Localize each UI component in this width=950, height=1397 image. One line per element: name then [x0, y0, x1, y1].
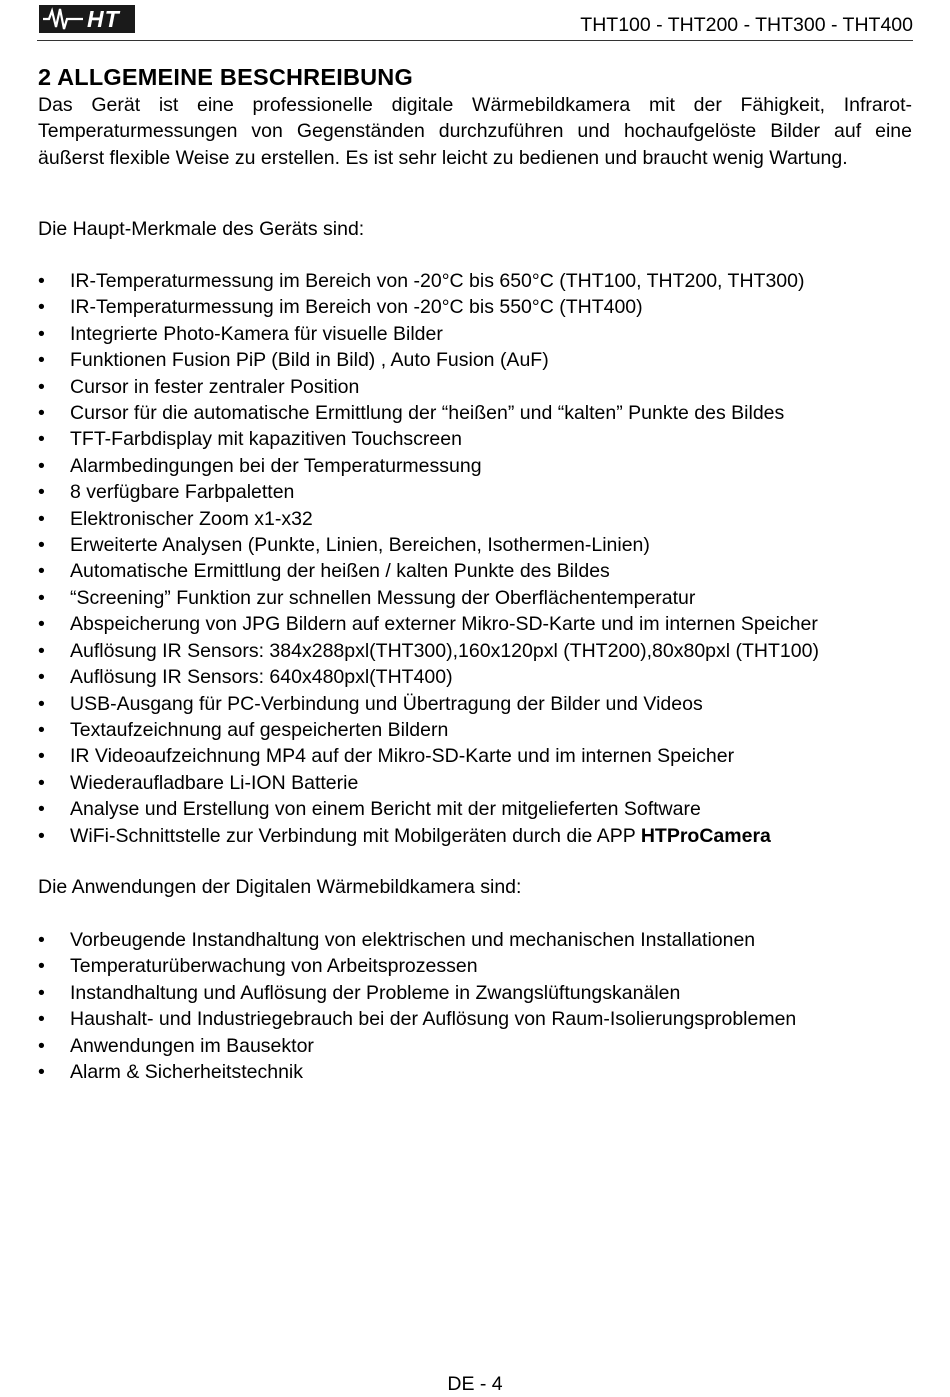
feature-text: WiFi-Schnittstelle zur Verbindung mit Mobilgeräten durch die APP [70, 824, 641, 847]
application-text: Vorbeugende Instandhaltung von elektrischen und mechanischen Installationen [70, 929, 756, 951]
bullet-icon: • [38, 955, 45, 978]
feature-item [38, 347, 819, 373]
feature-text: Elektronischer Zoom x1-x32 [70, 507, 313, 530]
feature-item [38, 743, 819, 769]
bullet-icon: • [38, 798, 45, 821]
bullet-icon: • [38, 692, 45, 715]
feature-text: USB-Ausgang für PC-Verbindung und Übertragung der Bilder und Videos [70, 692, 703, 715]
bullet-icon: • [38, 560, 45, 583]
feature-item [38, 558, 819, 584]
bullet-icon: • [38, 1061, 45, 1084]
logo-text: HT [87, 6, 120, 32]
bullet-icon: • [38, 534, 45, 557]
bullet-icon: • [38, 1008, 45, 1031]
feature-item [38, 691, 819, 717]
app-name: HTProCamera [640, 824, 771, 847]
page-header [37, 0, 913, 41]
bullet-icon: • [38, 718, 45, 741]
application-text: Haushalt- und Industriegebrauch bei der Auflösung von Raum-Isolierungsproblemen [70, 1008, 797, 1031]
bullet-icon: • [38, 586, 45, 609]
application-text: Temperaturüberwachung von Arbeitsprozessen [70, 955, 478, 978]
bullet-icon: • [38, 481, 45, 504]
feature-text: Cursor in fester zentraler Position [70, 375, 360, 398]
features-list [38, 268, 819, 849]
intro-paragraph: Das Gerät ist eine professionelle digitale Wärmebildkamera mit der Fähigkeit, Infrarot-Temperaturmessungen von Gegenständen durchzuführen und hochaufgelöste Bilder auf eine äußerst flexible Weise zu erstellen. Es ist sehr leicht zu bedienen und braucht wenig Wartung. [38, 94, 912, 169]
feature-item [38, 532, 819, 558]
bullet-icon: • [38, 428, 45, 451]
feature-item [38, 374, 819, 400]
application-item [38, 1033, 796, 1059]
bullet-icon: • [38, 981, 45, 1004]
feature-item [38, 426, 819, 452]
feature-item [38, 664, 819, 690]
bullet-icon: • [38, 745, 45, 768]
feature-text: Cursor für die automatische Ermittlung der “heißen” und “kalten” Punkte des Bildes [70, 402, 785, 425]
bullet-icon: • [38, 613, 45, 636]
application-item [38, 953, 796, 979]
feature-item [38, 717, 819, 743]
bullet-icon: • [38, 270, 45, 292]
page-number: DE - 4 [447, 1373, 503, 1395]
feature-text: Auflösung IR Sensors: 640x480pxl(THT400) [70, 666, 453, 689]
feature-text: IR Videoaufzeichnung MP4 auf der Mikro-SD-Karte und im internen Speicher [70, 745, 735, 768]
feature-text: IR-Temperaturmessung im Bereich von -20°C bis 650°C (THT100, THT200, THT300) [70, 270, 805, 292]
feature-item [38, 823, 819, 849]
feature-text: “Screening” Funktion zur schnellen Messung der Oberflächentemperatur [70, 586, 696, 609]
feature-item [38, 294, 819, 320]
bullet-icon: • [38, 349, 45, 372]
application-item [38, 980, 796, 1006]
application-text: Instandhaltung und Auflösung der Probleme in Zwangslüftungskanälen [70, 981, 681, 1004]
applications-lead: Die Anwendungen der Digitalen Wärmebildkamera sind: [38, 876, 522, 898]
feature-item [38, 400, 819, 426]
bullet-icon: • [38, 375, 45, 398]
bullet-icon: • [38, 929, 45, 951]
feature-item [38, 321, 819, 347]
feature-text: TFT-Farbdisplay mit kapazitiven Touchscreen [70, 428, 462, 451]
feature-text: Integrierte Photo-Kamera für visuelle Bilder [70, 322, 443, 345]
bullet-icon: • [38, 639, 45, 662]
feature-text: Abspeicherung von JPG Bildern auf externer Mikro-SD-Karte und im internen Speicher [70, 613, 818, 636]
feature-item [38, 796, 819, 822]
bullet-icon: • [38, 507, 45, 530]
feature-text: Automatische Ermittlung der heißen / kalten Punkte des Bildes [70, 560, 610, 583]
application-item [38, 1006, 796, 1032]
application-item [38, 1059, 796, 1085]
feature-text: Alarmbedingungen bei der Temperaturmessung [70, 454, 482, 477]
application-text: Alarm & Sicherheitstechnik [70, 1061, 304, 1084]
feature-item [38, 453, 819, 479]
feature-item [38, 638, 819, 664]
feature-text: Funktionen Fusion PiP (Bild in Bild) , Auto Fusion (AuF) [70, 349, 549, 372]
feature-text: Wiederaufladbare Li-ION Batterie [70, 771, 359, 794]
feature-text: Textaufzeichnung auf gespeicherten Bildern [70, 718, 449, 741]
feature-item [38, 611, 819, 637]
feature-item [38, 479, 819, 505]
application-text: Anwendungen im Bausektor [70, 1034, 314, 1057]
applications-list [38, 927, 796, 1085]
bullet-icon: • [38, 454, 45, 477]
bullet-icon: • [38, 824, 45, 847]
feature-text: 8 verfügbare Farbpaletten [70, 481, 295, 504]
bullet-icon: • [38, 1034, 45, 1057]
feature-item [38, 585, 819, 611]
bullet-icon: • [38, 322, 45, 345]
features-lead: Die Haupt-Merkmale des Geräts sind: [38, 218, 365, 240]
feature-text: Analyse und Erstellung von einem Bericht mit der mitgelieferten Software [70, 798, 701, 821]
bullet-icon: • [38, 666, 45, 689]
feature-text: IR-Temperaturmessung im Bereich von -20°C bis 550°C (THT400) [70, 296, 643, 319]
feature-item [38, 770, 819, 796]
feature-item [38, 268, 819, 294]
feature-text: Erweiterte Analysen (Punkte, Linien, Bereichen, Isothermen-Linien) [70, 534, 650, 557]
ht-logo [39, 5, 135, 33]
bullet-icon: • [38, 771, 45, 794]
bullet-icon: • [38, 296, 45, 319]
feature-item [38, 506, 819, 532]
application-item [38, 927, 796, 953]
bullet-icon: • [38, 402, 45, 425]
model-title: THT100 - THT200 - THT300 - THT400 [580, 14, 913, 36]
section-title: 2 ALLGEMEINE BESCHREIBUNG [38, 64, 413, 90]
feature-text: Auflösung IR Sensors: 384x288pxl(THT300),160x120pxl (THT200),80x80pxl (THT100) [70, 639, 819, 662]
